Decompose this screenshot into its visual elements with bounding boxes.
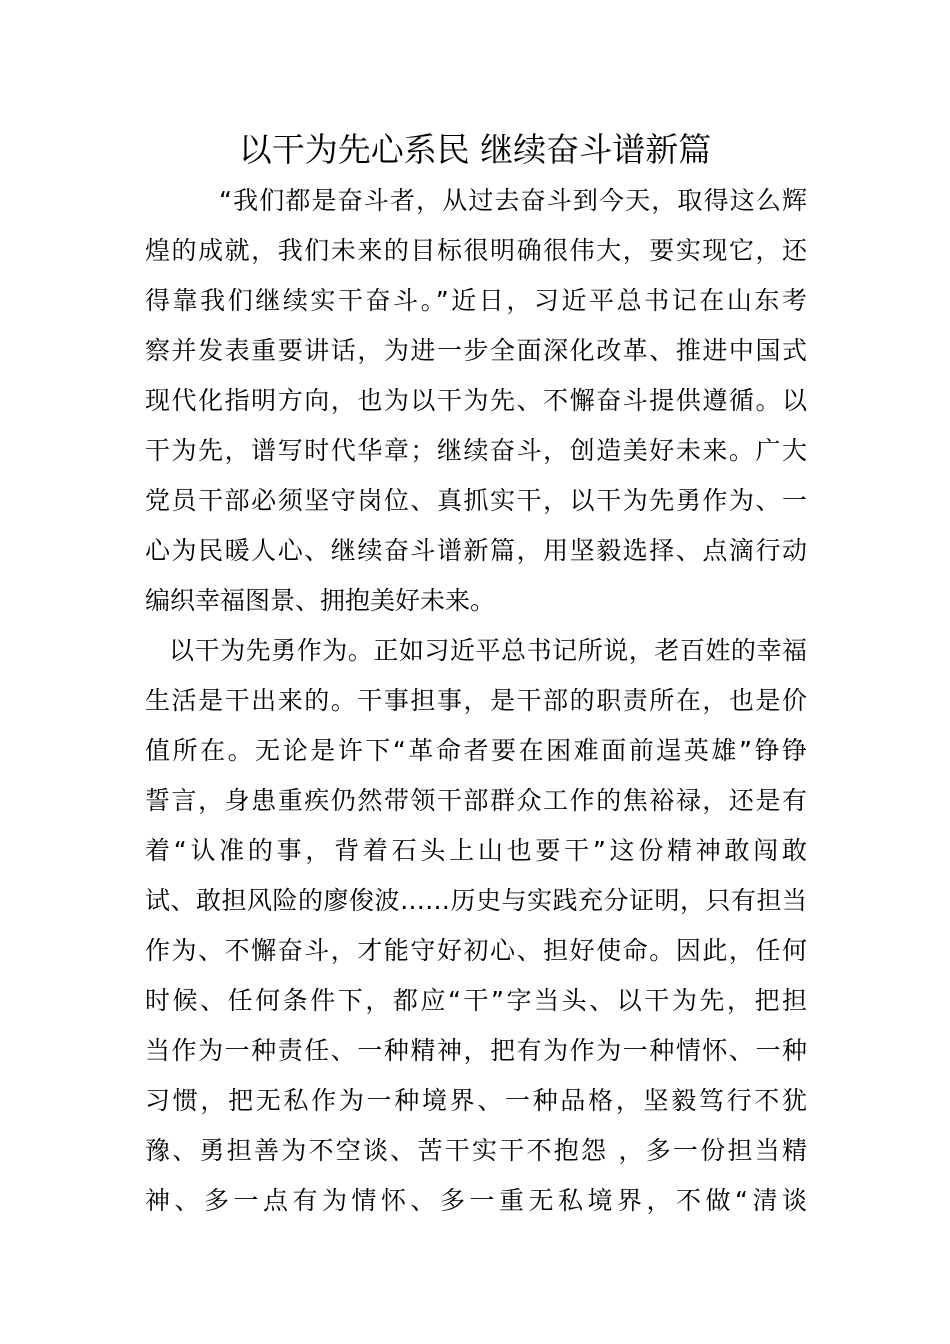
paragraph-2-line-9: 当作为一种责任、一种精神，把有为作为一种情怀、一种	[145, 1036, 807, 1065]
paragraph-1-line-5: 现代化指明方向，也为以干为先、不懈奋斗提供遵循。以	[145, 386, 807, 415]
paragraph-1-line-1: “我们都是奋斗者，从过去奋斗到今天，取得这么辉	[219, 186, 807, 215]
paragraph-2-line-5: 着“认准的事，背着石头上山也要干”这份精神敢闯敢	[145, 836, 807, 865]
paragraph-1-line-2: 煌的成就，我们未来的目标很明确很伟大，要实现它，还	[145, 236, 807, 265]
paragraph-1-line-8: 心为民暖人心、继续奋斗谱新篇，用坚毅选择、点滴行动	[145, 536, 807, 565]
paragraph-2-line-8: 时候、任何条件下，都应“干”字当头、以干为先，把担	[145, 986, 807, 1015]
paragraph-1-line-9: 编织幸福图景、拥抱美好未来。	[145, 586, 496, 615]
paragraph-1-line-3: 得靠我们继续实干奋斗。”近日，习近平总书记在山东考	[145, 286, 807, 315]
document-title: 以干为先心系民 继续奋斗谱新篇	[238, 130, 712, 169]
paragraph-2-line-7: 作为、不懈奋斗，才能守好初心、担好使命。因此，任何	[145, 936, 807, 965]
paragraph-1-line-7: 党员干部必须坚守岗位、真抓实干，以干为先勇作为、一	[145, 486, 807, 515]
paragraph-2-line-11: 豫、勇担善为不空谈、苦干实干不抱怨 ，多一份担当精	[145, 1136, 807, 1165]
paragraph-2-line-4: 誓言，身患重疾仍然带领干部群众工作的焦裕禄，还是有	[145, 786, 807, 815]
paragraph-2-line-10: 习惯，把无私作为一种境界、一种品格，坚毅笃行不犹	[145, 1086, 807, 1115]
paragraph-1-line-6: 干为先，谱写时代华章；继续奋斗，创造美好未来。广大	[145, 436, 807, 465]
paragraph-2-line-6: 试、敢担风险的廖俊波……历史与实践充分证明，只有担当	[145, 886, 807, 915]
paragraph-2-line-3: 值所在。无论是许下“革命者要在困难面前逞英雄”铮铮	[145, 736, 807, 765]
paragraph-2-line-2: 生活是干出来的。干事担事，是干部的职责所在，也是价	[145, 686, 807, 715]
paragraph-1-line-4: 察并发表重要讲话，为进一步全面深化改革、推进中国式	[145, 336, 807, 365]
paragraph-2-line-1: 以干为先勇作为。正如习近平总书记所说，老百姓的幸福	[169, 636, 807, 665]
paragraph-2-line-12: 神、多一点有为情怀、多一重无私境界，不做“清谈	[145, 1186, 807, 1215]
